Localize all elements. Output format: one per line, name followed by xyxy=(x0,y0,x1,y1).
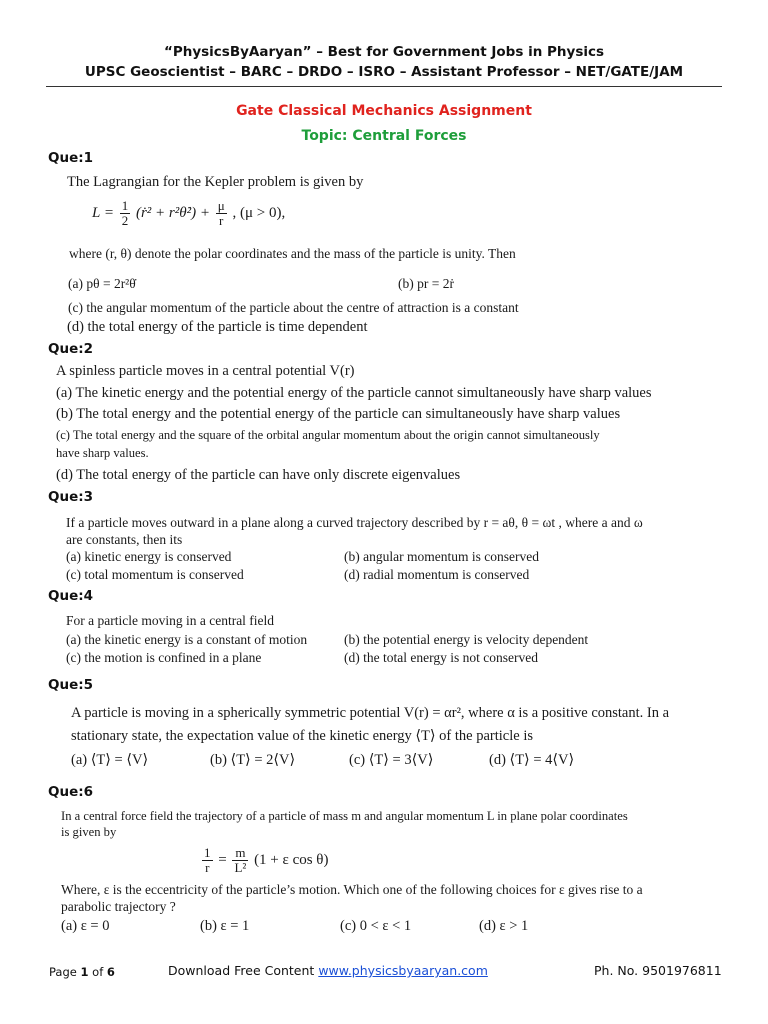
question-2-label: Que:2 xyxy=(48,341,94,357)
question-6-option-a: (a) ε = 0 xyxy=(61,918,110,934)
question-3-option-d: (d) radial momentum is conserved xyxy=(344,567,530,582)
question-5-option-c: (c) ⟨T⟩ = 3⟨V⟩ xyxy=(349,752,434,768)
eq-mu-fraction: $\frac{\mu}{r}$ xyxy=(217,198,225,228)
question-2-stem: A spinless particle moves in a central potential V(r) xyxy=(56,363,355,379)
question-1-option-b: (b) pr = 2ṙ xyxy=(398,276,454,291)
question-4-option-c: (c) the motion is confined in a plane xyxy=(66,650,262,665)
question-1-option-c: (c) the angular momentum of the particle about the centre of attraction is a constant xyxy=(68,300,519,315)
question-6-option-c: (c) 0 < ε < 1 xyxy=(340,918,412,934)
current-page: 1 xyxy=(80,965,89,979)
question-4-label: Que:4 xyxy=(48,588,94,604)
header-divider xyxy=(46,86,722,87)
question-6-option-d: (d) ε > 1 xyxy=(479,918,529,934)
question-5-option-b: (b) ⟨T⟩ = 2⟨V⟩ xyxy=(210,752,296,768)
question-4-option-b: (b) the potential energy is velocity dependent xyxy=(344,632,589,647)
total-pages: 6 xyxy=(106,965,115,979)
question-4-stem: For a particle moving in a central field xyxy=(66,613,275,628)
question-3-option-c: (c) total momentum is conserved xyxy=(66,567,244,582)
question-2-option-c: (c) The total energy and the square of the orbital angular momentum about the origin cannot simultaneously xyxy=(56,428,600,442)
eq-half-fraction: $\frac{1}{2}$ xyxy=(121,198,129,228)
eq-condition: , (μ > 0), xyxy=(232,204,286,221)
question-2-option-c-continued: have sharp values. xyxy=(56,446,149,460)
website-link[interactable]: www.physicsbyaaryan.com xyxy=(318,963,488,978)
page-header xyxy=(0,42,768,82)
eq-lhs: L = xyxy=(92,204,114,221)
question-6-option-b: (b) ε = 1 xyxy=(200,918,250,934)
footer-download xyxy=(168,963,488,978)
question-6-stem: In a central force field the trajectory of a particle of mass m and angular momentum L in plane polar coordinates xyxy=(61,809,628,823)
eq-m-over-L2: $\frac{m}{\text{L²}}$ xyxy=(234,845,247,875)
question-5-stem-continued: stationary state, the expectation value of the kinetic energy ⟨T⟩ of the particle is xyxy=(71,728,533,744)
question-6-stem-continued: is given by xyxy=(61,825,117,839)
question-6-equation: $\frac{1}{r}$ = $\frac{m}{\text{L²}}$ (1 + ε cos θ) xyxy=(204,845,329,875)
header-line-1: “PhysicsByAaryan” – Best for Government Jobs in Physics xyxy=(163,44,605,60)
question-3-option-a: (a) kinetic energy is conserved xyxy=(66,549,232,564)
question-3-option-b: (b) angular momentum is conserved xyxy=(344,549,539,564)
question-4-option-a: (a) the kinetic energy is a constant of motion xyxy=(66,632,308,647)
question-1-option-a: (a) pθ = 2r²θ̇ xyxy=(68,276,136,291)
question-1-option-d: (d) the total energy of the particle is time dependent xyxy=(67,319,368,335)
question-2-option-d: (d) The total energy of the particle can have only discrete eigenvalues xyxy=(56,467,461,483)
question-2-option-a: (a) The kinetic energy and the potential energy of the particle cannot simultaneously have sharp values xyxy=(56,385,652,401)
question-3-label: Que:3 xyxy=(48,489,94,505)
question-6-where-continued: parabolic trajectory ? xyxy=(61,899,176,914)
question-2-option-b: (b) The total energy and the potential energy of the particle can simultaneously have sharp values xyxy=(56,406,621,422)
footer-phone: Ph. No. 9501976811 xyxy=(594,963,722,978)
question-1-where: where (r, θ) denote the polar coordinates and the mass of the particle is unity. Then xyxy=(69,246,516,261)
question-5-stem: A particle is moving in a spherically symmetric potential V(r) = αr², where α is a positive constant. In a xyxy=(71,705,670,721)
assignment-topic: Topic: Central Forces xyxy=(301,128,467,144)
question-5-option-a: (a) ⟨T⟩ = ⟨V⟩ xyxy=(71,752,149,768)
eq-one-over-r: $\frac{1}{r}$ xyxy=(204,845,211,875)
question-1-label: Que:1 xyxy=(48,150,94,166)
question-5-label: Que:5 xyxy=(48,677,94,693)
header-line-2: UPSC Geoscientist – BARC – DRDO – ISRO – Assistant Professor – NET/GATE/JAM xyxy=(84,64,684,80)
question-1-equation xyxy=(92,199,285,228)
page-number: Page 1 of 6 xyxy=(49,965,115,979)
question-4-option-d: (d) the total energy is not conserved xyxy=(344,650,538,665)
question-5-option-d: (d) ⟨T⟩ = 4⟨V⟩ xyxy=(489,752,575,768)
question-3-stem: If a particle moves outward in a plane along a curved trajectory described by r = aθ, θ = ωt , where a and ω xyxy=(66,515,643,530)
eq-paren: (ṙ² + r²θ̇²) + xyxy=(135,204,210,221)
assignment-title: Gate Classical Mechanics Assignment xyxy=(236,103,532,119)
question-3-stem-continued: are constants, then its xyxy=(66,532,183,547)
question-1-stem: The Lagrangian for the Kepler problem is given by xyxy=(67,174,364,190)
question-6-label: Que:6 xyxy=(48,784,94,800)
download-label: Download Free Content xyxy=(168,963,315,978)
eq-tail: (1 + ε cos θ) xyxy=(254,851,329,868)
question-6-where: Where, ε is the eccentricity of the particle’s motion. Which one of the following choices for ε gives rise to a xyxy=(61,882,643,897)
